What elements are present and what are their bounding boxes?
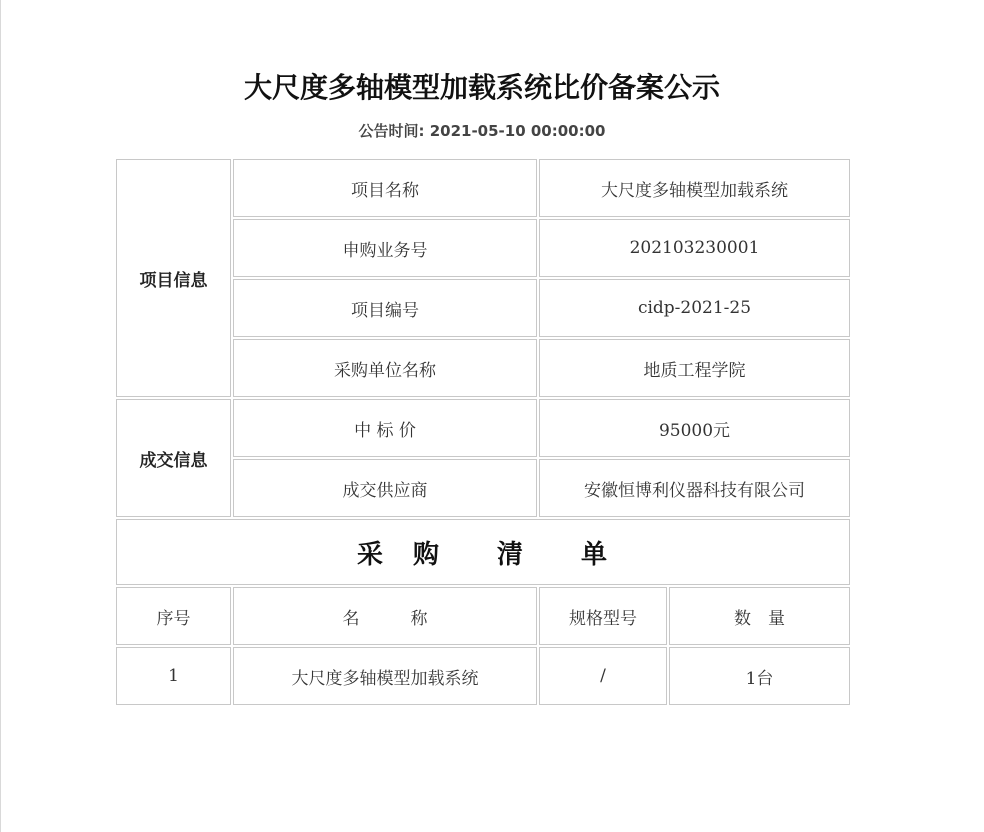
purchase-request-no-value: 202103230001 bbox=[539, 219, 850, 277]
item-spec: / bbox=[539, 647, 667, 705]
column-header-name: 名 称 bbox=[233, 587, 537, 645]
winning-price-label: 中 标 价 bbox=[233, 399, 537, 457]
table-row bbox=[116, 159, 850, 217]
column-header-spec: 规格型号 bbox=[539, 587, 667, 645]
purchase-list-title: 采 购 清 单 bbox=[116, 519, 850, 585]
project-name-value: 大尺度多轴模型加载系统 bbox=[539, 159, 850, 217]
item-index: 1 bbox=[116, 647, 231, 705]
supplier-label: 成交供应商 bbox=[233, 459, 537, 517]
notice-title: 大尺度多轴模型加载系统比价备案公示 bbox=[243, 71, 720, 104]
supplier-value: 安徽恒博利仪器科技有限公司 bbox=[539, 459, 850, 517]
item-name: 大尺度多轴模型加载系统 bbox=[233, 647, 537, 705]
winning-price-value: 95000元 bbox=[539, 399, 850, 457]
table-row bbox=[116, 519, 850, 585]
table-header-row bbox=[116, 587, 850, 645]
project-code-label: 项目编号 bbox=[233, 279, 537, 337]
project-name-label: 项目名称 bbox=[233, 159, 537, 217]
item-quantity: 1台 bbox=[669, 647, 850, 705]
project-info-group-label: 项目信息 bbox=[116, 159, 231, 397]
purchasing-unit-value: 地质工程学院 bbox=[539, 339, 850, 397]
notice-table bbox=[114, 157, 852, 707]
column-header-quantity: 数 量 bbox=[669, 587, 850, 645]
publish-time: 公告时间: 2021-05-10 00:00:00 bbox=[358, 122, 606, 140]
deal-info-group-label: 成交信息 bbox=[116, 399, 231, 517]
column-header-index: 序号 bbox=[116, 587, 231, 645]
table-row bbox=[116, 399, 850, 457]
purchasing-unit-label: 采购单位名称 bbox=[233, 339, 537, 397]
table-row bbox=[116, 647, 850, 705]
project-code-value: cidp-2021-25 bbox=[539, 279, 850, 337]
purchase-request-no-label: 申购业务号 bbox=[233, 219, 537, 277]
